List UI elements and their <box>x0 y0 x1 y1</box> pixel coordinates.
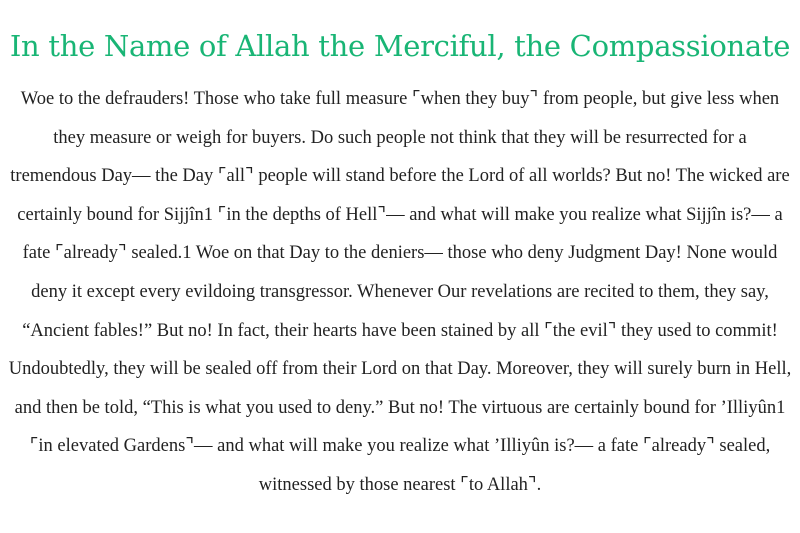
page-title: In the Name of Allah the Merciful, the Compassionate <box>9 29 791 63</box>
passage-text: Woe to the defrauders! Those who take full measure ⌜when they buy⌝ from people, but give less when they measure or weigh for buyers. Do such people not think that they will be resurrected for a tremendous Day— the Day ⌜all⌝ people will stand before the Lord of all worlds? But no! The wicked are certainly bound for Sijjîn1 ⌜in the depths of Hell⌝— and what will make you realize what Sijjîn is?— a fate ⌜already⌝ sealed.1 Woe on that Day to the deniers— those who deny Judgment Day! None would deny it except every evildoing transgressor. Whenever Our revelations are recited to them, they say, “Ancient fables!” But no! In fact, their hearts have been stained by all ⌜the evil⌝ they used to commit! Undoubtedly, they will be sealed off from their Lord on that Day. Moreover, they will surely burn in Hell, and then be told, “This is what you used to deny.” But no! The virtuous are certainly bound for ’Illiyûn1 ⌜in elevated Gardens⌝— and what will make you realize what ’Illiyûn is?— a fate ⌜already⌝ sealed, witnessed by those nearest ⌜to Allah⌝. <box>8 89 792 495</box>
